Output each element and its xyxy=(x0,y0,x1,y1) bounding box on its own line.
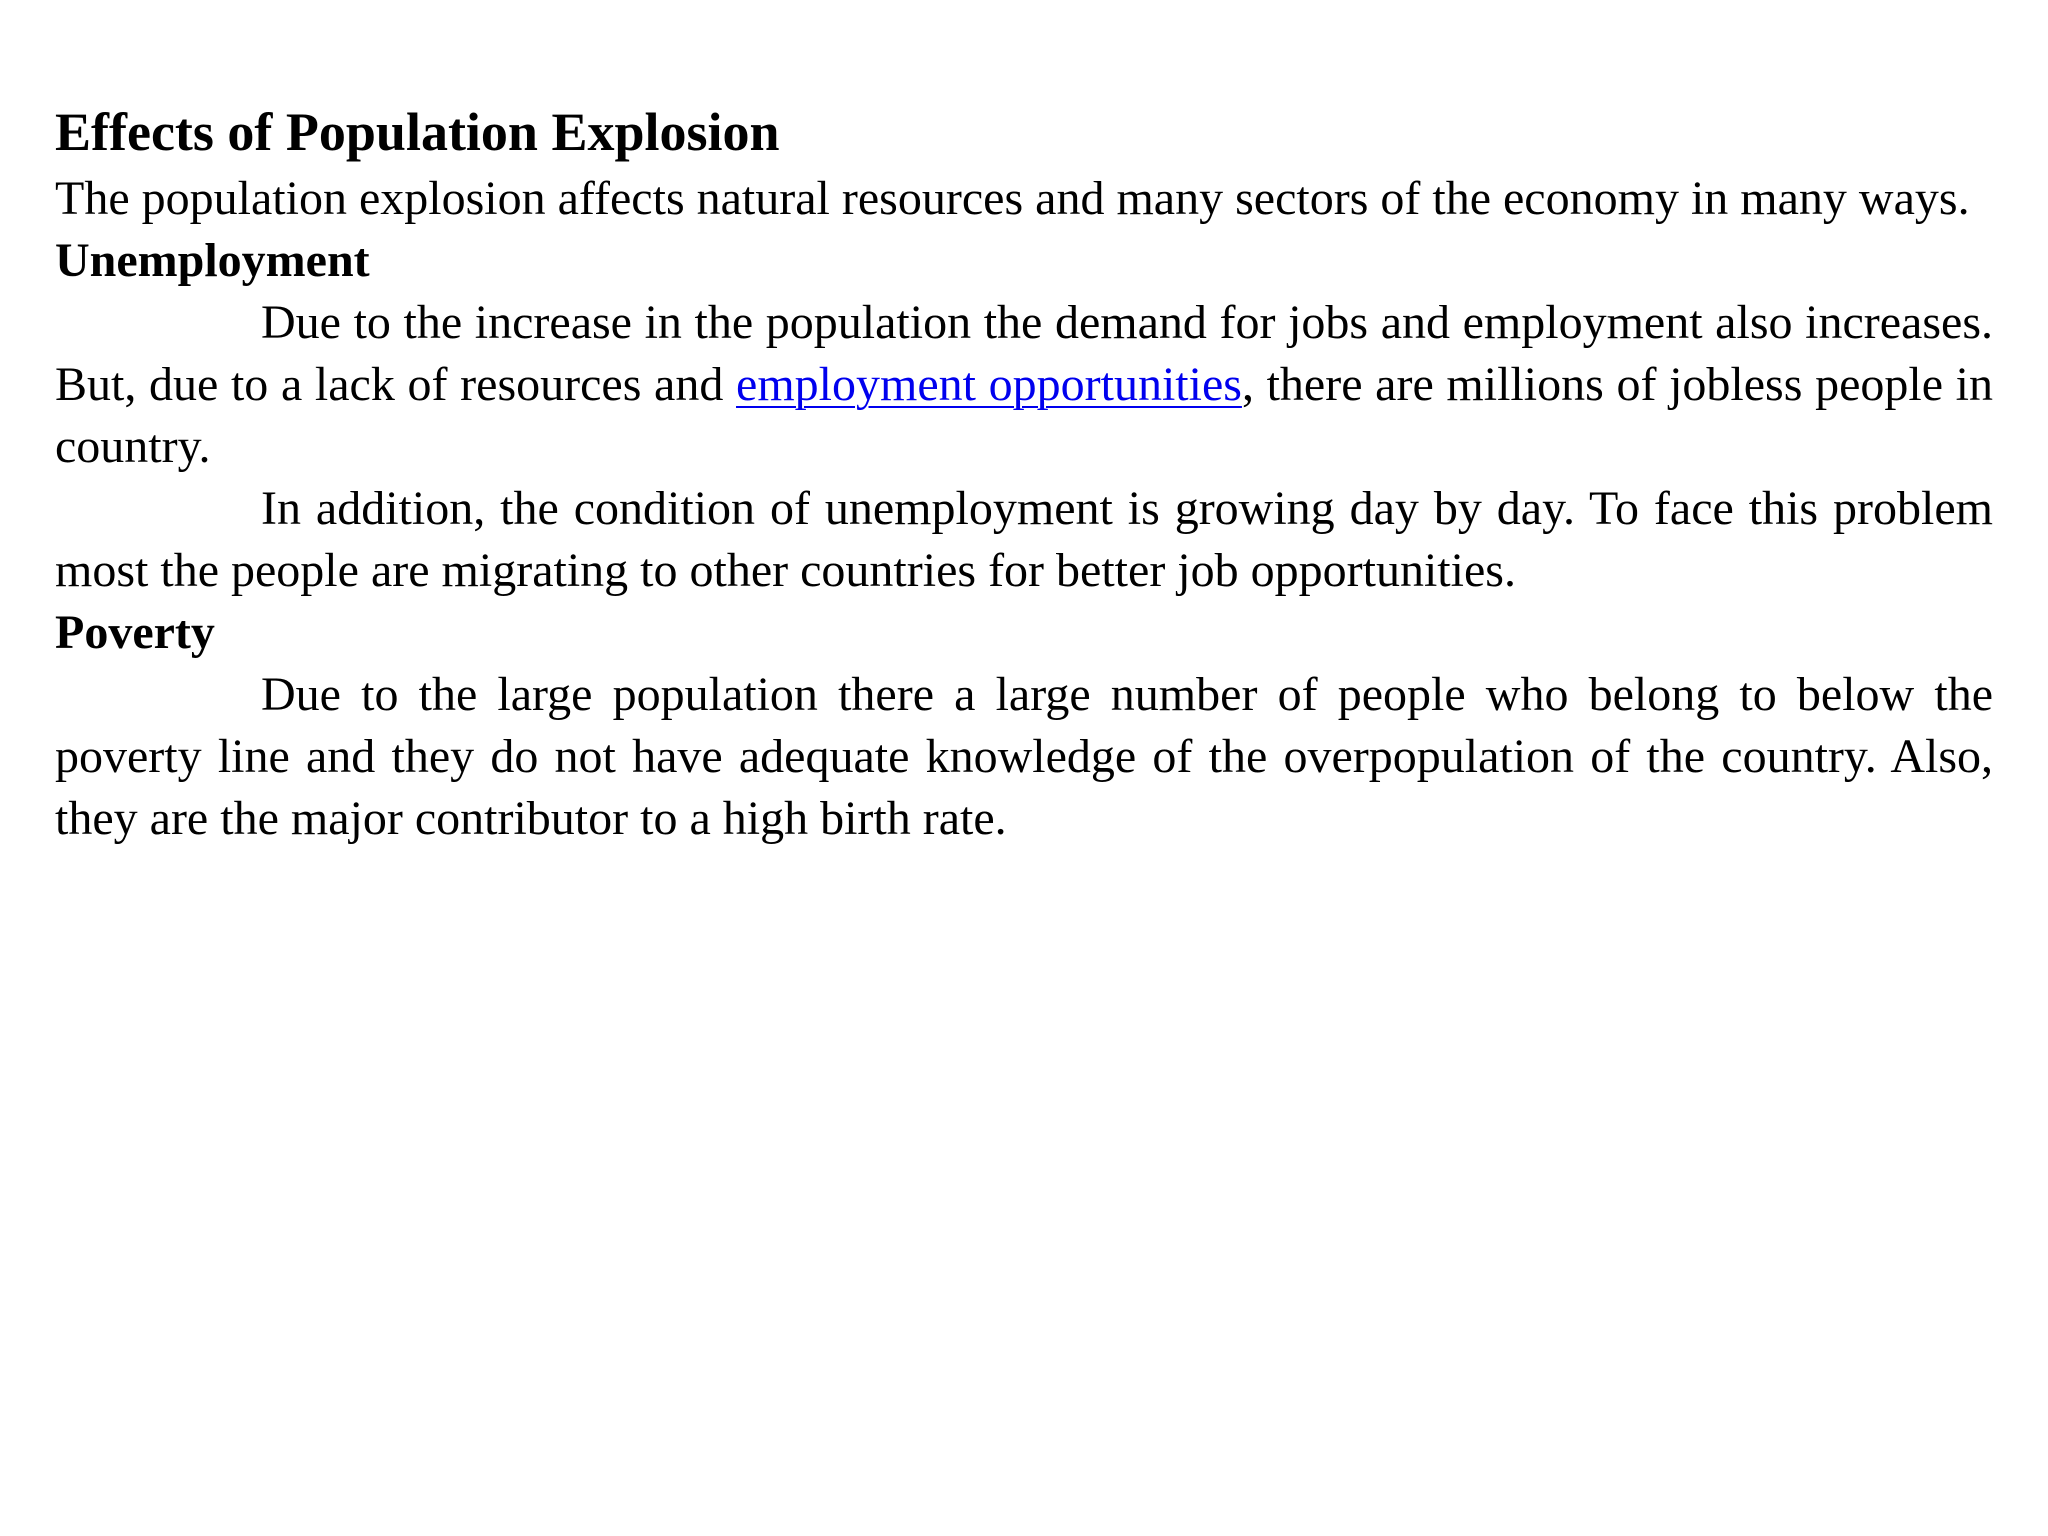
section-heading-poverty: Poverty xyxy=(55,606,215,659)
poverty-paragraph-1: Due to the large population there a large number of people who belong to below the poverty line and they do not have adequate knowledge of the overpopulation of the country. Also, they are the major contributor to a high birth rate. xyxy=(55,668,1993,845)
section-heading-unemployment: Unemployment xyxy=(55,234,370,287)
unemployment-paragraph-1-text-before: Due to the increase in the population the demand for jobs and employment also increases. But, due to a lack of resources and xyxy=(55,296,1993,411)
document-title: Effects of Population Explosion xyxy=(55,102,780,162)
unemployment-paragraph-1-text-after: , there are millions of jobless people in country. xyxy=(55,358,1994,473)
document-body xyxy=(55,96,1993,850)
employment-opportunities-link[interactable]: employment opportunities xyxy=(736,358,1242,411)
unemployment-paragraph-1 xyxy=(55,292,1993,478)
unemployment-paragraph-2: In addition, the condition of unemployment is growing day by day. To face this problem most the people are migrating to other countries for better job opportunities. xyxy=(55,482,1993,597)
intro-paragraph: The population explosion affects natural resources and many sectors of the economy in many ways. xyxy=(55,172,1970,225)
